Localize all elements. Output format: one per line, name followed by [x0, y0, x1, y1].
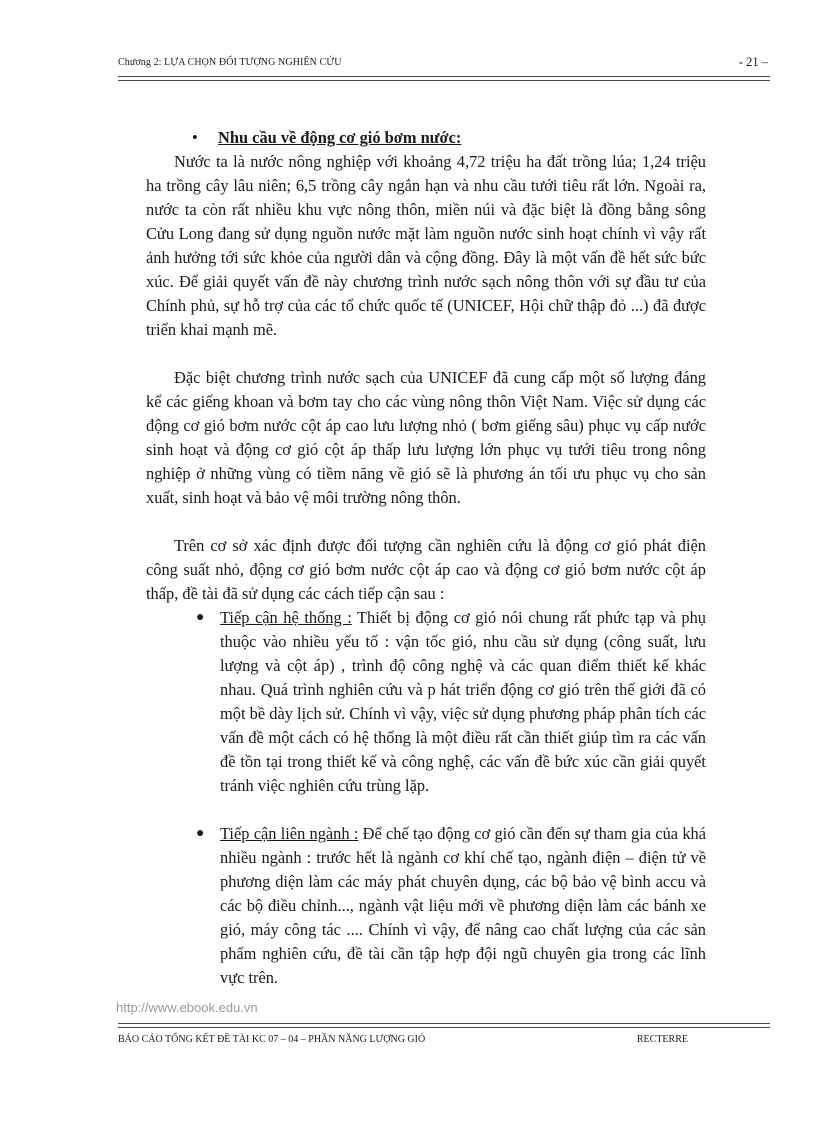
- page-header: [118, 54, 768, 72]
- bullet-icon: ●: [196, 610, 205, 625]
- footer-divider: [118, 1023, 770, 1028]
- bullet-item-system-approach: [196, 606, 706, 798]
- paragraph-water-demand: Nước ta là nước nông nghiệp với khoảng 4,72 triệu ha đất trồng lúa; 1,24 triệu ha trồng cây lâu niên; 6,5 trồng cây ngắn hạn và nhu cầu tưới tiêu rất lớn. Ngoài ra, nước ta còn rất nhiều khu vực nông thôn, miền núi và đặc biệt là đồng bằng sông Cửu Long đang sử dụng nguồn nước mặt làm nguồn nước sinh hoạt chính vì vậy rất ảnh hưởng tới sức khỏe của người dân và cộng đồng. Đây là một vấn đề hết sức bức xúc. Để giải quyết vấn đề này chương trình nước sạch nông thôn với sự đầu tư của Chính phủ, sự hỗ trợ của các tổ chức quốc tế (UNICEF, Hội chữ thập đỏ ...) đã được triển khai mạnh mẽ.: [146, 152, 706, 339]
- report-title: BÁO CÁO TỔNG KẾT ĐỀ TÀI KC 07 – 04 – PHẦN NĂNG LƯỢNG GIÓ: [118, 1034, 426, 1045]
- main-content: [146, 126, 706, 990]
- bullet-lead: Tiếp cận liên ngành :: [220, 824, 359, 843]
- bullet-text: Để chế tạo động cơ gió cần đến sự tham gia của khá nhiều ngành : trước hết là ngành cơ khí chế tạo, ngành điện – điện tử về phương diện làm các máy phát chuyên dụng, các bộ bảo vệ bình accu và các bộ điều chỉnh..., ngành vật liệu mới về phương diện làm các bánh xe gió, máy công tác .... Chính vì vậy, để nâng cao chất lượng của các sản phẩm nghiên cứu, đề tài cần tập hợp đội ngũ chuyên gia trong các lĩnh vực trên.: [220, 824, 706, 987]
- section-heading: [146, 126, 706, 150]
- bullet-lead: Tiếp cận hệ thống :: [220, 608, 352, 627]
- paragraph-gap: [146, 798, 706, 822]
- bullet-item-interdisciplinary-approach: [196, 822, 706, 990]
- chapter-title: Chương 2: LỰA CHỌN ĐỐI TƯỢNG NGHIÊN CỨU: [118, 57, 342, 68]
- bullet-icon: •: [192, 128, 198, 147]
- page-footer: [118, 1034, 768, 1050]
- bullet-icon: ●: [196, 826, 205, 841]
- bullet-text: Thiết bị động cơ gió nói chung rất phức tạp và phụ thuộc vào nhiều yếu tố : vận tốc gió, nhu cầu sử dụng (công suất, lưu lượng và cột áp) , trình độ công nghệ và các quan điểm thiết kế khác nhau. Quá trình nghiên cứu và p hát triển động cơ gió trên thế giới đã có một bề dày lịch sử. Chính vì vậy, việc sử dụng phương pháp phân tích các vấn đề một cách có hệ thống là một điều rất cần thiết giúp tìm ra các vấn đề tồn tại trong thiết kế và công nghệ, các vấn đề bức xúc cần giải quyết tránh việc nghiên cứu trùng lặp.: [220, 608, 706, 795]
- header-divider: [118, 76, 770, 81]
- paragraph-gap: [146, 342, 706, 366]
- paragraph-approach-intro: Trên cơ sở xác định được đối tượng cần nghiên cứu là động cơ gió phát điện công suất nhỏ, động cơ gió bơm nước cột áp cao và động cơ gió bơm nước cột áp thấp, đề tài đã sử dụng các cách tiếp cận sau :: [146, 536, 706, 603]
- page-number: - 21 –: [738, 55, 768, 69]
- paragraph-unicef: Đặc biệt chương trình nước sạch của UNICEF đã cung cấp một số lượng đáng kể các giếng khoan và bơm tay cho các vùng nông thôn Việt Nam. Việc sử dụng các động cơ gió bơm nước cột áp cao lưu lượng nhỏ ( bơm giếng sâu) phục vụ cấp nước sinh hoạt và động cơ gió cột áp thấp lưu lượng lớn phục vụ tưới tiêu trong nông nghiệp ở những vùng có tiềm năng về gió sẽ là phương án tối ưu phục vụ cho sản xuất, sinh hoạt và bảo vệ môi trường nông thôn.: [146, 368, 706, 507]
- section-heading-text: Nhu cầu về động cơ gió bơm nước:: [218, 128, 462, 147]
- organization-name: RECTERRE: [636, 1034, 688, 1045]
- watermark-link[interactable]: http://www.ebook.edu.vn: [116, 1000, 258, 1015]
- paragraph-gap: [146, 510, 706, 534]
